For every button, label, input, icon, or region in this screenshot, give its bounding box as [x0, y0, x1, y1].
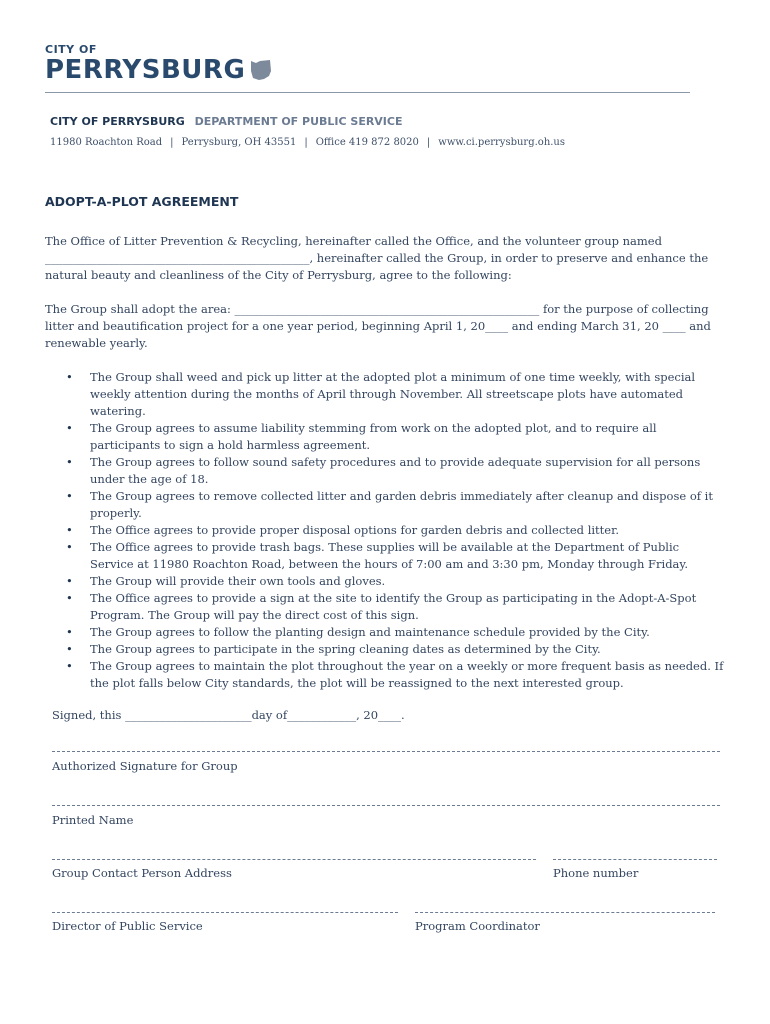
ohio-state-icon [250, 59, 272, 81]
list-item: • The Group agrees to follow the planting design and maintenance schedule provided by the City. [45, 624, 725, 641]
list-item: • The Group agrees to assume liability stemming from work on the adopted plot, and to require all participants to sign a hold harmless agreement. [45, 420, 725, 454]
phone-number-label: Phone number [553, 866, 639, 880]
list-item: • The Office agrees to provide trash bags. These supplies will be available at the Department of Public Service at 11980 Roachton Road, between the hours of 7:00 am and 3:30 pm, Monday through Friday. [45, 539, 725, 573]
logo-city-of: CITY OF [45, 43, 97, 56]
logo-perrysburg: PERRYSBURG [45, 55, 246, 85]
contact-line: 11980 Roachton Road | Perrysburg, OH 43551 | Office 419 872 8020 | www.ci.perrysburg.oh.us [50, 137, 566, 148]
printed-name-line[interactable] [52, 805, 720, 806]
department-heading [50, 115, 403, 128]
city-logo [45, 44, 272, 84]
director-label: Director of Public Service [52, 919, 203, 933]
department-name: DEPARTMENT OF PUBLIC SERVICE [194, 115, 403, 128]
signed-date-line: Signed, this ______________________day of____________, 20____. [52, 708, 405, 722]
office-phone: Office 419 872 8020 [315, 137, 419, 148]
phone-number-line[interactable] [553, 859, 717, 860]
terms-list [45, 369, 725, 692]
authorized-signature-line[interactable] [52, 751, 720, 752]
street-address: 11980 Roachton Road [50, 137, 163, 148]
contact-address-label: Group Contact Person Address [52, 866, 232, 880]
list-item: • The Group agrees to maintain the plot throughout the year on a weekly or more frequent basis as needed. If the plot falls below City standards, the plot will be reassigned to the next interested group. [45, 658, 725, 692]
city-name: CITY OF PERRYSBURG [50, 115, 185, 128]
list-item: • The Group shall weed and pick up litter at the adopted plot a minimum of one time weekly, with special weekly attention during the months of April through November. All streetscape plots have automated watering. [45, 369, 725, 420]
list-item: • The Group agrees to remove collected litter and garden debris immediately after cleanup and dispose of it properly. [45, 488, 725, 522]
list-item: • The Group agrees to participate in the spring cleaning dates as determined by the City. [45, 641, 725, 658]
document-title: ADOPT-A-PLOT AGREEMENT [45, 194, 239, 209]
director-signature-line[interactable] [52, 912, 398, 913]
intro-paragraph: The Office of Litter Prevention & Recycling, hereinafter called the Office, and the volunteer group named ______________________________________________, hereinafter called the Group, in order to preserve and enhance the natural beauty and cleanliness of the City of Perrysburg, agree to the following: [45, 234, 709, 282]
printed-name-label: Printed Name [52, 813, 134, 827]
authorized-signature-label: Authorized Signature for Group [52, 759, 238, 773]
city-state-zip: Perrysburg, OH 43551 [181, 137, 297, 148]
website-link[interactable]: www.ci.perrysburg.oh.us [438, 137, 566, 148]
contact-address-line[interactable] [52, 859, 536, 860]
coordinator-signature-line[interactable] [415, 912, 715, 913]
list-item: • The Office agrees to provide a sign at the site to identify the Group as participating in the Adopt-A-Spot Program. The Group will pay the direct cost of this sign. [45, 590, 725, 624]
logo-wordmark [45, 56, 272, 84]
list-item: • The Group will provide their own tools and gloves. [45, 573, 725, 590]
list-item: • The Group agrees to follow sound safety procedures and to provide adequate supervision for all persons under the age of 18. [45, 454, 725, 488]
coordinator-label: Program Coordinator [415, 919, 540, 933]
header-divider [45, 92, 690, 93]
area-paragraph: The Group shall adopt the area: _____________________________________________________ for the purpose of collecting litter and beautification project for a one year period, beginning April 1, 20____ and ending March 31, 20 ____ and renewable yearly. [45, 302, 711, 350]
list-item: • The Office agrees to provide proper disposal options for garden debris and collected litter. [45, 522, 725, 539]
